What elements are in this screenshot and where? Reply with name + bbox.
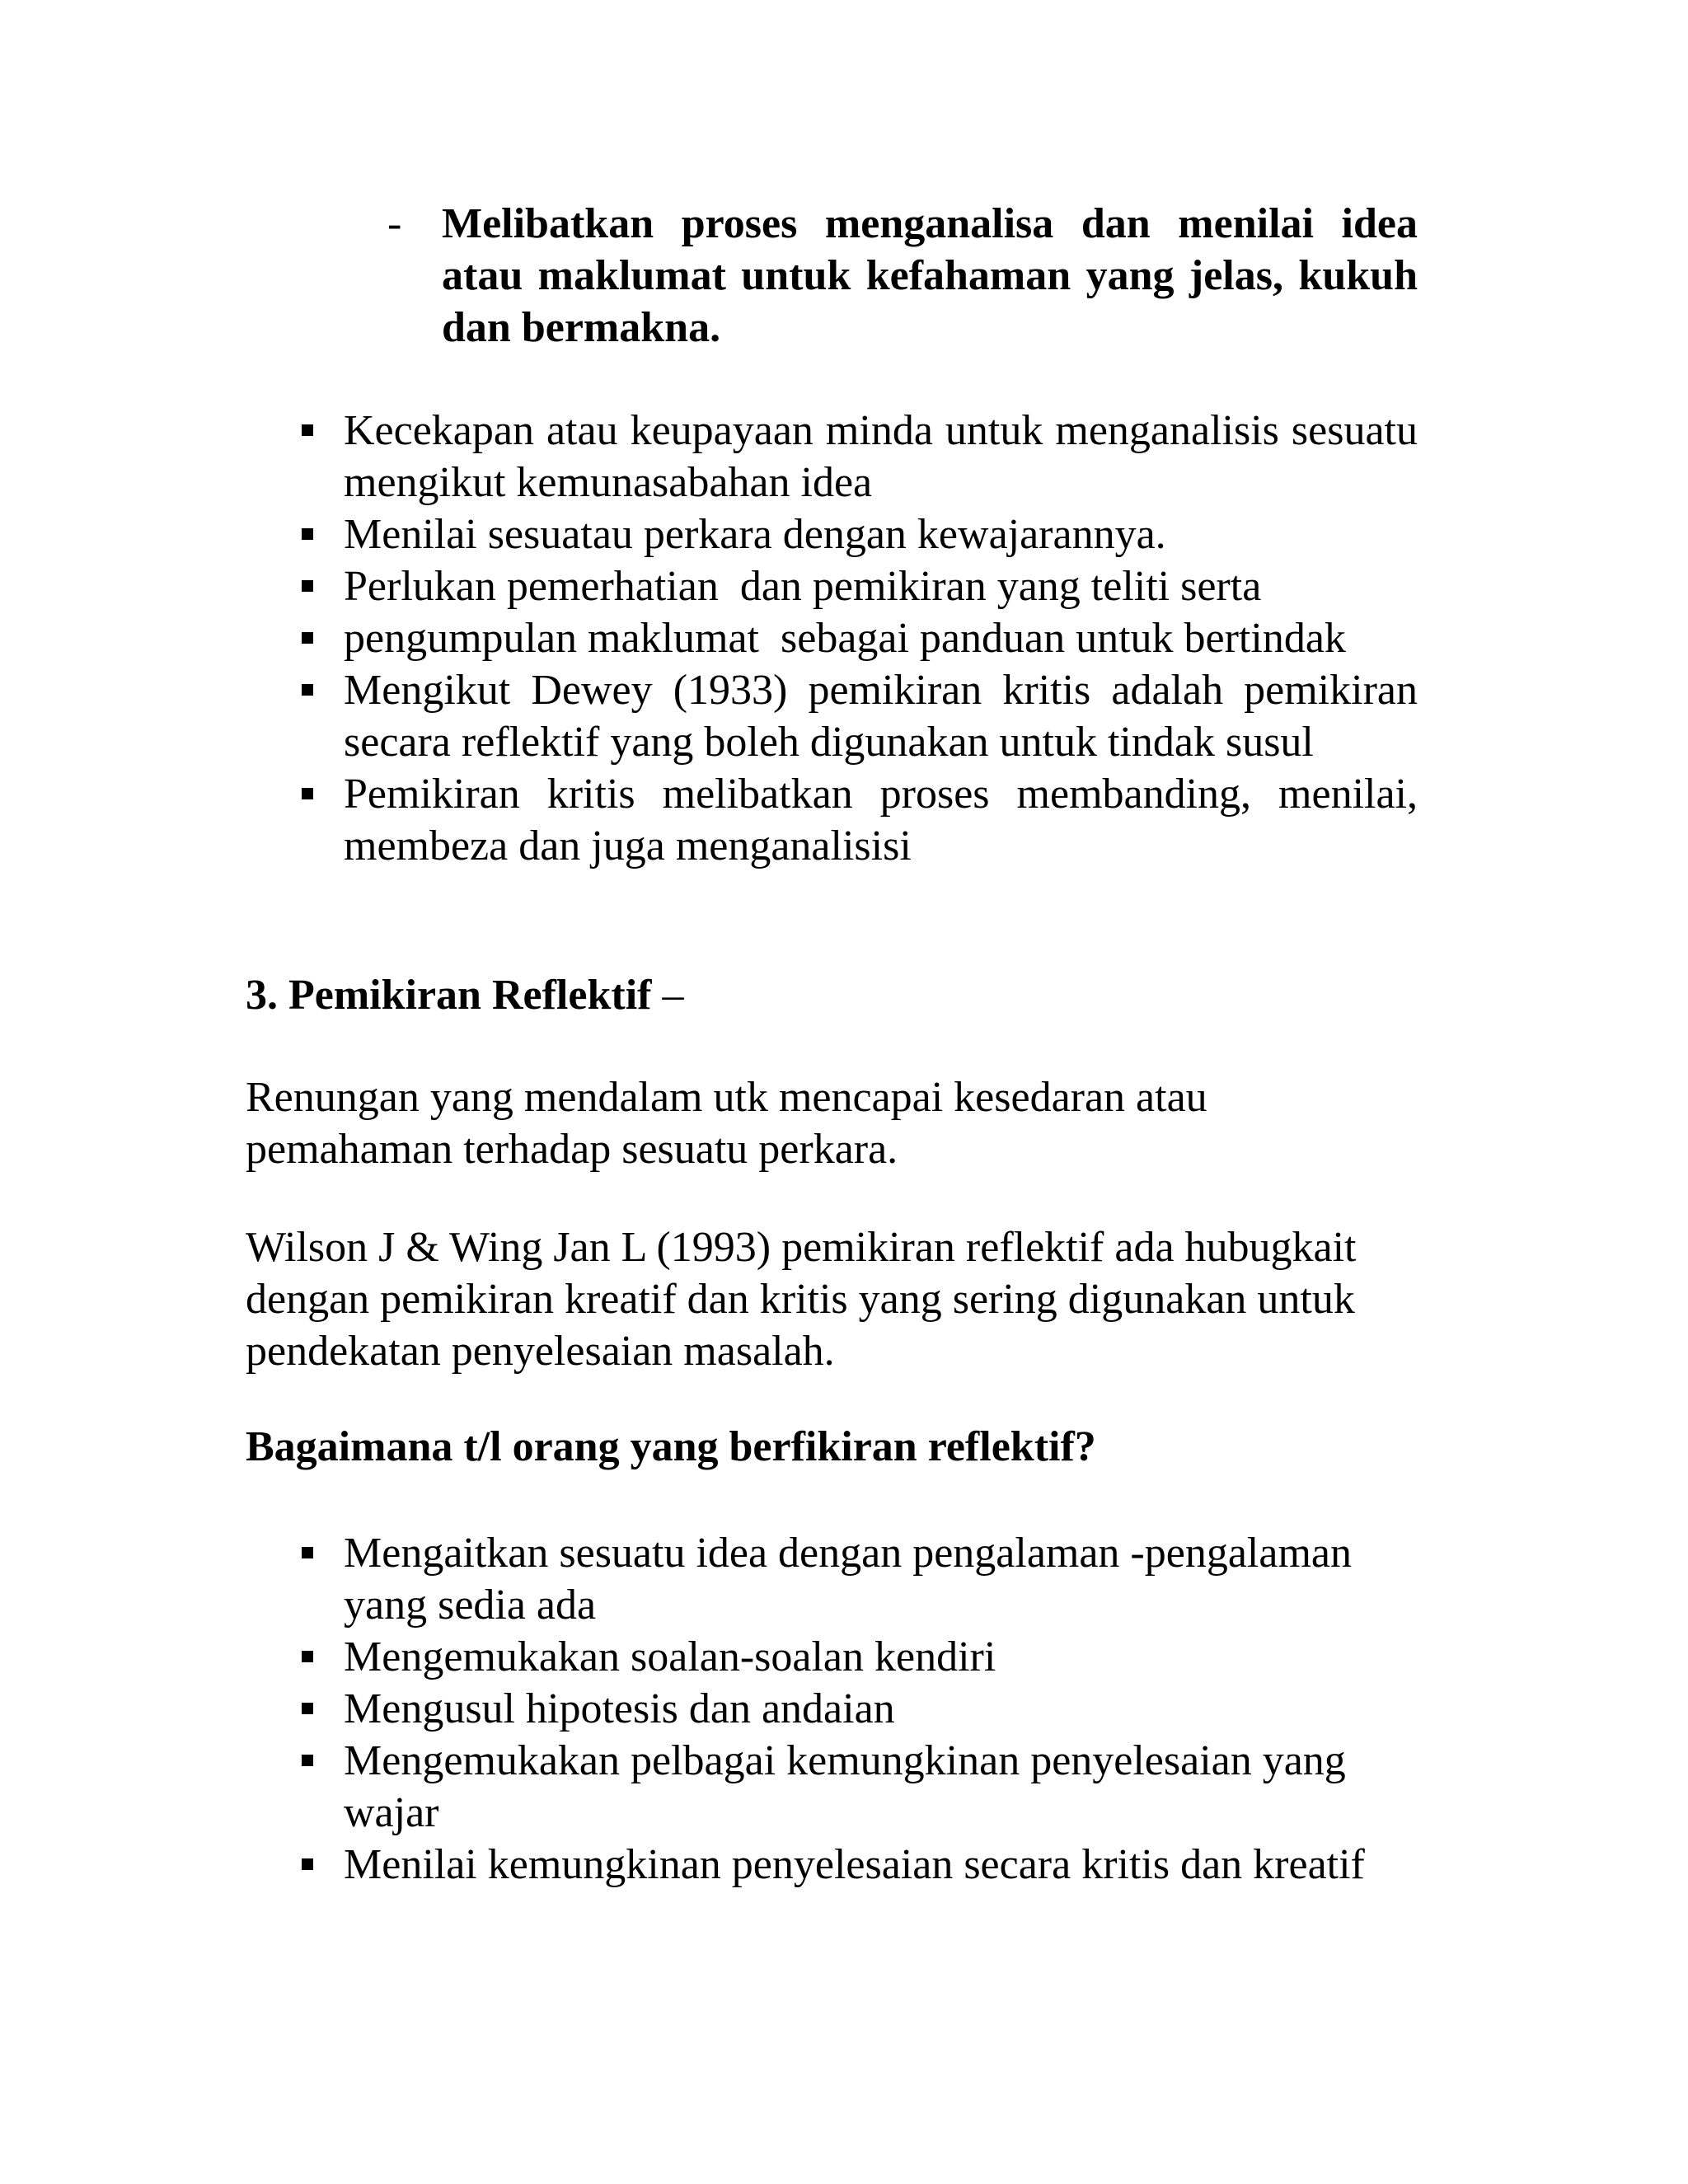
bullet-list-critical-thinking	[297, 405, 1418, 872]
section-title: 3. Pemikiran Reflektif	[246, 972, 652, 1019]
square-bullet-icon	[302, 1755, 313, 1766]
list-item	[297, 560, 1418, 612]
section-heading	[246, 969, 683, 1021]
square-bullet-icon	[302, 684, 313, 696]
bullet-list-reflective-thinking	[297, 1527, 1418, 1891]
list-item	[297, 509, 1418, 560]
list-item-text: Mengusul hipotesis dan andaian	[344, 1685, 895, 1732]
square-bullet-icon	[302, 788, 313, 799]
list-item	[297, 612, 1418, 664]
list-item	[297, 1631, 1418, 1683]
square-bullet-icon	[302, 580, 313, 592]
list-item	[297, 1683, 1418, 1735]
square-bullet-icon	[302, 1858, 313, 1870]
dash-list-item	[387, 198, 1418, 354]
list-item-text: Kecekapan atau keupayaan minda untuk menganalisis sesuatu mengikut kemunasabahan idea	[344, 407, 1418, 506]
question-heading: Bagaimana t/l orang yang berfikiran reflektif?	[246, 1423, 1096, 1470]
paragraph-definition: Renungan yang mendalam utk mencapai kesedaran atau pemahaman terhadap sesuatu perkara.	[246, 1074, 1207, 1173]
list-item-text: pengumpulan maklumat sebagai panduan untuk bertindak	[344, 615, 1346, 662]
list-item-text: Menilai sesuatau perkara dengan kewajarannya.	[344, 511, 1166, 558]
square-bullet-icon	[302, 528, 313, 540]
list-item	[297, 1735, 1418, 1839]
dash-marker: -	[387, 200, 402, 247]
list-item-text: Mengaitkan sesuatu idea dengan pengalaman -pengalaman yang sedia ada	[344, 1530, 1352, 1629]
list-item	[297, 1839, 1418, 1891]
list-item-text: Perlukan pemerhatian dan pemikiran yang teliti serta	[344, 563, 1262, 610]
list-item-text: Menilai kemungkinan penyelesaian secara kritis dan kreatif	[344, 1841, 1365, 1888]
list-item	[297, 405, 1418, 509]
section-title-dash: –	[651, 972, 684, 1019]
list-item-text: Mengemukakan pelbagai kemungkinan penyelesaian yang wajar	[344, 1737, 1346, 1836]
square-bullet-icon	[302, 632, 313, 644]
square-bullet-icon	[302, 1651, 313, 1662]
list-item	[297, 1527, 1418, 1631]
paragraph-citation: Wilson J & Wing Jan L (1993) pemikiran reflektif ada hubugkait dengan pemikiran kreatif dan kritis yang sering digunakan untuk pendekatan penyelesaian masalah.	[246, 1224, 1357, 1375]
square-bullet-icon	[302, 1547, 313, 1558]
square-bullet-icon	[302, 424, 313, 436]
square-bullet-icon	[302, 1703, 313, 1714]
list-item	[297, 768, 1418, 872]
list-item-text: Mengikut Dewey (1933) pemikiran kritis adalah pemikiran secara reflektif yang boleh digunakan untuk tindak susul	[344, 667, 1418, 766]
list-item-text: Mengemukakan soalan-soalan kendiri	[344, 1633, 996, 1680]
list-item-text: Pemikiran kritis melibatkan proses membanding, menilai, membeza dan juga menganalisisi	[344, 771, 1418, 869]
dash-item-text: Melibatkan proses menganalisa dan menilai idea atau maklumat untuk kefahaman yang jelas, kukuh dan bermakna.	[442, 200, 1418, 351]
list-item	[297, 664, 1418, 768]
